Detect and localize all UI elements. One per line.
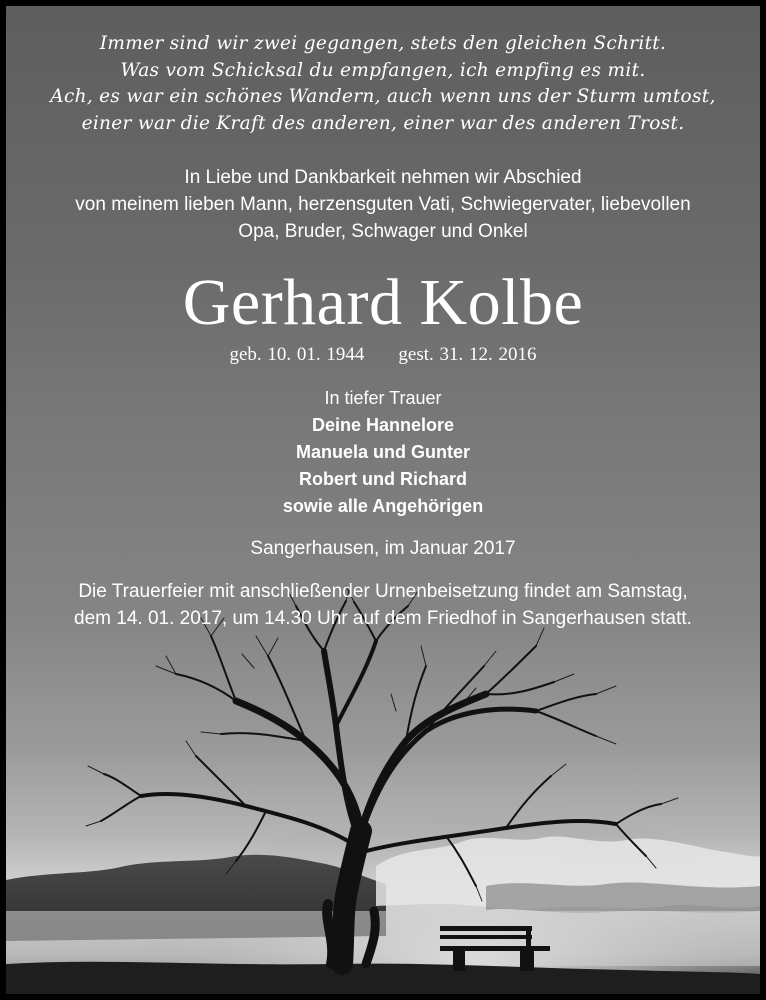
death-date: gest. 31. 12. 2016 (398, 344, 537, 365)
mourners-block (6, 385, 760, 520)
intro-line: Opa, Bruder, Schwager und Onkel (238, 221, 528, 242)
mourner-name: sowie alle Angehörigen (282, 496, 484, 516)
deceased-name: Gerhard Kolbe (182, 266, 584, 339)
ceremony-line: dem 14. 01. 2017, um 14.30 Uhr auf dem Friedhof in Sangerhausen statt. (74, 608, 692, 629)
mourner-name: Manuela und Gunter (295, 442, 470, 462)
birth-date: geb. 10. 01. 1944 (229, 344, 365, 365)
mourner-name: Robert und Richard (298, 469, 467, 489)
verse-line: einer war die Kraft des anderen, einer war des anderen Trost. (81, 112, 685, 134)
poem-verse (6, 31, 760, 137)
verse-line: Ach, es war ein schönes Wandern, auch wenn uns der Sturm umtost, (50, 86, 716, 107)
mourners-heading: In tiefer Trauer (324, 388, 442, 408)
ceremony-notice (6, 578, 760, 632)
place-and-date: Sangerhausen, im Januar 2017 (250, 538, 516, 559)
mourner-name: Deine Hannelore (311, 415, 455, 435)
farewell-intro (6, 164, 760, 245)
verse-line: Was vom Schicksal du empfangen, ich empfing es mit. (120, 59, 646, 81)
horizon-light (6, 911, 760, 966)
life-dates (6, 342, 760, 368)
intro-line: In Liebe und Dankbarkeit nehmen wir Abschied (184, 167, 582, 188)
intro-line: von meinem lieben Mann, herzensguten Vati, Schwiegervater, liebevollen (75, 194, 691, 215)
verse-line: Immer sind wir zwei gegangen, stets den gleichen Schritt. (99, 33, 667, 54)
ceremony-line: Die Trauerfeier mit anschließender Urnenbeisetzung findet am Samstag, (78, 581, 688, 602)
